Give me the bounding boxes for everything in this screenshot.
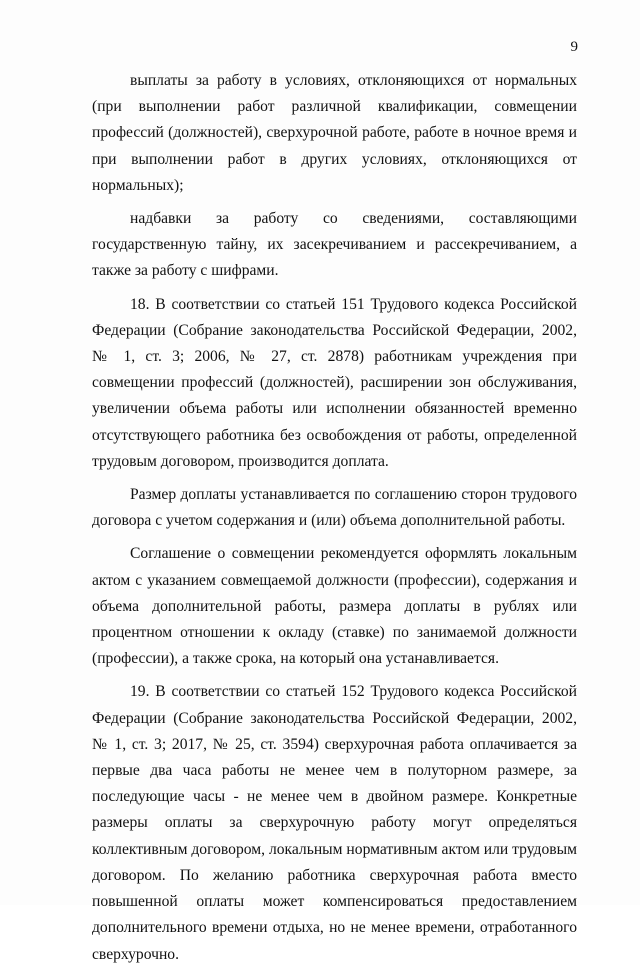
document-body — [92, 68, 577, 975]
page-number: 9 — [570, 39, 578, 55]
paragraph-payments-deviating-conditions: выплаты за работу в условиях, отклоняющихся от нормальных (при выполнении работ различной квалификации, совмещении профессий (должностей), сверхурочной работе, работе в ночное время и при выполнении работ в других условиях, отклоняющихся от нормальных); — [92, 72, 577, 194]
paragraph-clause-18: 18. В соответствии со статьей 151 Трудового кодекса Российской Федерации (Собрание законодательства Российской Федерации, 2002, № 1, ст. 3; 2006, № 27, ст. 2878) работникам учреждения при совмещении профессий (должностей), расширении зон обслуживания, увеличении объема работы или исполнении обязанностей временно отсутствующего работника без освобождения от работы, определенной трудовым договором, производится доплата. — [92, 295, 577, 470]
paragraph-clause-19: 19. В соответствии со статьей 152 Трудового кодекса Российской Федерации (Собрание законодательства Российской Федерации, 2002, № 1, ст. 3; 2017, № 25, ст. 3594) сверхурочная работа оплачивается за первые два часа работы не менее чем в полуторном размере, за последующие часы - не менее чем в двойном размере. Конкретные размеры оплаты за сверхурочную работу могут определяться коллективным договором, локальным нормативным актом или трудовым договором. По желанию работника сверхурочная работа вместо повышенной оплаты может компенсироваться предоставлением дополнительного времени отдыха, но не менее времени, отработанного сверхурочно. — [92, 683, 577, 963]
paragraph-surcharge-amount: Размер доплаты устанавливается по соглашению сторон трудового договора с учетом содержания и (или) объема дополнительной работы. — [92, 486, 577, 530]
paragraph-state-secret-allowances: надбавки за работу со сведениями, составляющими государственную тайну, их засекречиванием и рассекречиванием, а также за работу с шифрами. — [92, 210, 577, 280]
paragraph-combination-agreement: Соглашение о совмещении рекомендуется оформлять локальным актом с указанием совмещаемой должности (профессии), содержания и объема дополнительной работы, размера доплаты в рублях или процентном отношении к окладу (ставке) по занимаемой должности (профессии), а также срока, на который она устанавливается. — [92, 545, 577, 668]
